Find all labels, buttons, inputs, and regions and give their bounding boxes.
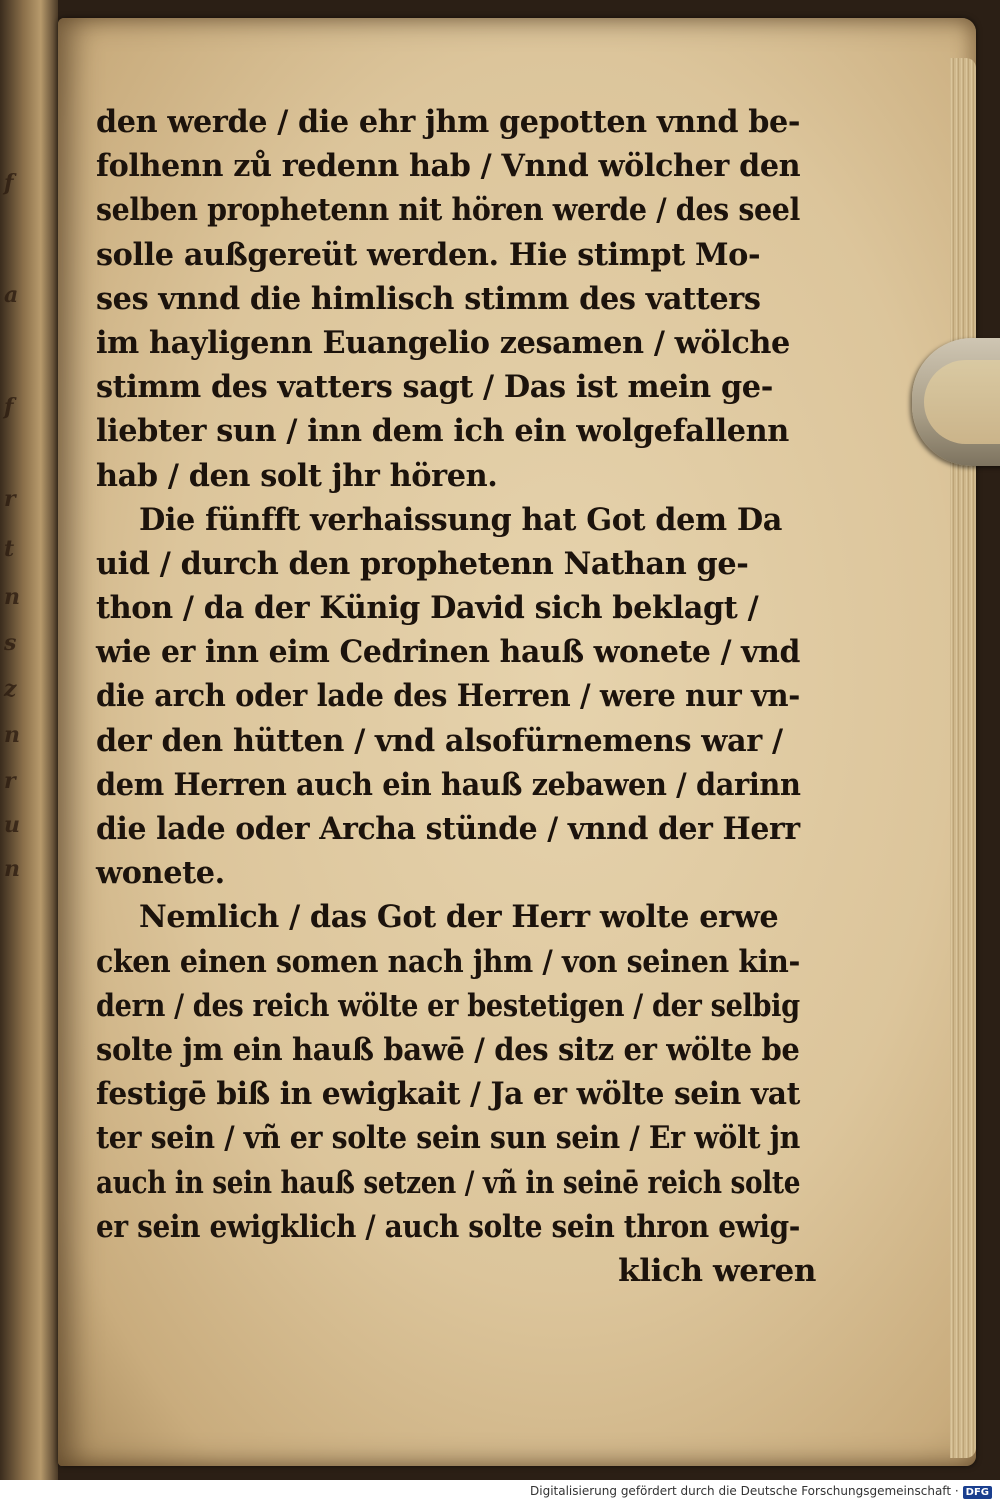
text-line: im hayligenn Euangelio zesamen / wölche: [96, 324, 790, 361]
text-line: selben prophetenn nit hören werde / des seel: [96, 192, 800, 229]
page-edges: [950, 58, 976, 1458]
text-line: uid / durch den prophetenn Nathan ge-: [96, 545, 749, 582]
paragraph-start-line: Nemlich / das Got der Herr wolte erwe: [139, 899, 779, 936]
margin-fragment: a: [4, 282, 19, 308]
margin-fragment: z: [4, 676, 17, 702]
text-line: den werde / die ehr jhm gepotten vnnd be-: [96, 104, 801, 140]
dfg-logo: DFG: [963, 1486, 992, 1499]
margin-fragment: n: [4, 856, 20, 882]
left-page-edge: [0, 0, 58, 1480]
footer-credit: Digitalisierung gefördert durch die Deutsche Forschungsgemeinschaft ·: [530, 1484, 959, 1498]
text-line: festigē biß in ewigkait / Ja er wölte sein vat: [96, 1076, 800, 1113]
footer-bar: [0, 1480, 1000, 1504]
paragraph-start-line: Die fünfft verhaissung hat Got dem Da: [139, 501, 783, 538]
text-line: dem Herren auch ein hauß zebawen / darinn: [96, 766, 801, 803]
page-text: [96, 100, 816, 1293]
margin-fragment: r: [4, 486, 16, 512]
text-line: auch in sein hauß setzen / vñ in seinē reich solte: [96, 1164, 801, 1201]
footer-credit-wrap: [530, 1484, 992, 1499]
text-line: die lade oder Archa stünde / vnnd der Herr: [96, 811, 800, 847]
margin-fragment: r: [4, 768, 16, 794]
text-line: er sein ewigklich / auch solte sein thron ewig-: [96, 1208, 800, 1245]
text-line: wonete.: [96, 855, 225, 892]
text-line: thon / da der Künig David sich beklagt /: [96, 590, 759, 627]
margin-fragment: u: [4, 812, 20, 838]
margin-fragment: t: [4, 536, 15, 562]
margin-fragment: s: [4, 630, 17, 656]
text-line: cken einen somen nach jhm / von seinen kin-: [96, 943, 800, 980]
text-line: die arch oder lade des Herren / were nur vn-: [96, 678, 800, 715]
margin-fragment: f: [4, 170, 14, 196]
catchword: klich weren: [618, 1252, 816, 1289]
text-line: hab / den solt jhr hören.: [96, 457, 498, 494]
text-line: der den hütten / vnd alsofürnemens war /: [96, 722, 783, 759]
text-line: solle außgereüt werden. Hie stimpt Mo-: [96, 236, 761, 273]
text-line: wie er inn eim Cedrinen hauß wonete / vnd: [96, 634, 800, 671]
text-line: solte jm ein hauß bawē / des sitz er wölte be: [96, 1031, 800, 1068]
text-line: ter sein / vñ er solte sein sun sein / Er wölt jn: [96, 1120, 800, 1157]
text-line: liebter sun / inn dem ich ein wolgefallenn: [96, 413, 789, 450]
text-line: stimm des vatters sagt / Das ist mein ge-: [96, 369, 773, 406]
text-line: ses vnnd die himlisch stimm des vatters: [96, 280, 761, 317]
text-line: folhenn zů redenn hab / Vnnd wölcher den: [96, 148, 801, 185]
margin-fragment: f: [4, 394, 14, 420]
text-line: dern / des reich wölte er bestetigen / der selbig: [96, 987, 800, 1024]
margin-fragment: n: [4, 584, 20, 610]
margin-fragment: n: [4, 722, 20, 748]
